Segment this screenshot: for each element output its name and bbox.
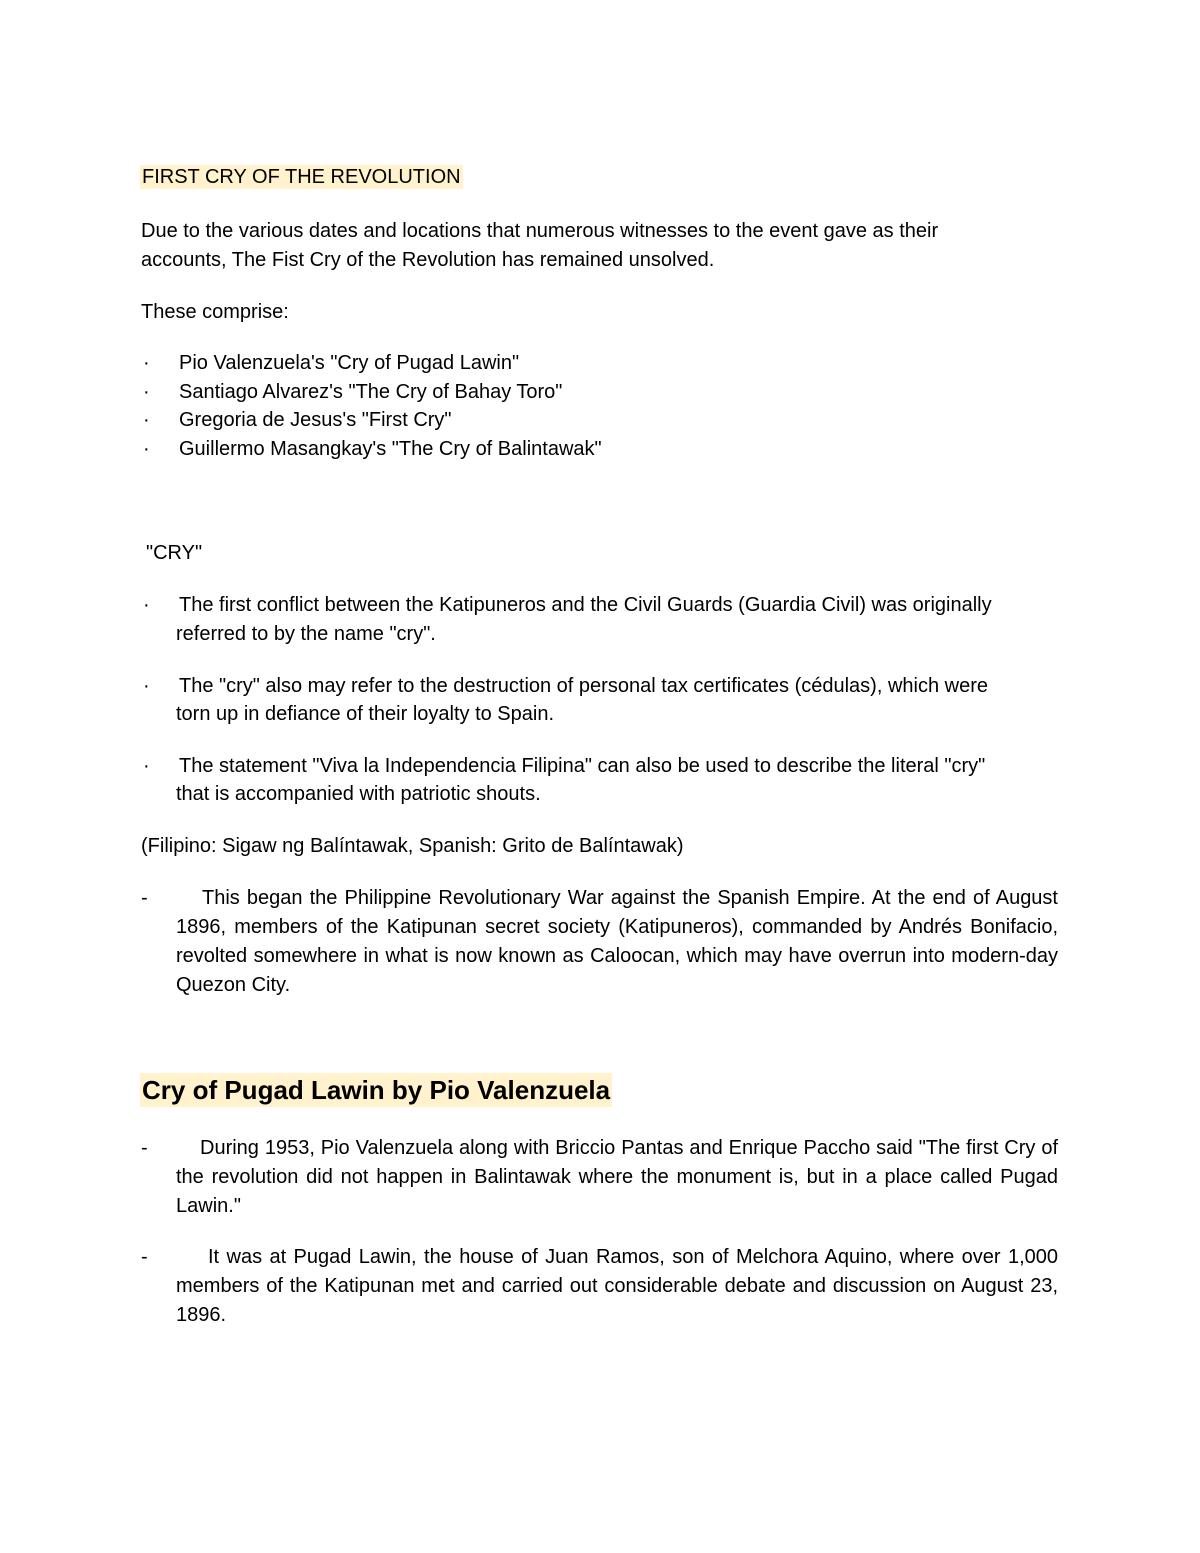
cry-point-line: The first conflict between the Katipuneros and the Civil Guards (Guardia Civil) was originally [179, 594, 992, 616]
dash-marker: - [141, 1246, 148, 1268]
section-paragraph: During 1953, Pio Valenzuela along with Briccio Pantas and Enrique Paccho said "The first Cry of the revolution did not happen in Balintawak where the monument is, but in a place called Pugad Lawin." [176, 1137, 1058, 1217]
war-paragraph: This began the Philippine Revolutionary War against the Spanish Empire. At the end of August 1896, members of the Katipunan secret society (Katipuneros), commanded by Andrés Bonifacio, revolted somewhere in what is now known as Caloocan, which may have overrun into modern-day Quezon City. [176, 887, 1058, 996]
filipino-spanish-names: (Filipino: Sigaw ng Balíntawak, Spanish: Grito de Balíntawak) [141, 835, 684, 857]
cry-point-line: The statement "Viva la Independencia Filipina" can also be used to describe the literal "cry" [179, 755, 986, 777]
list-item: Guillermo Masangkay's "The Cry of Balintawak" [179, 438, 602, 460]
intro-line-1: Due to the various dates and locations that numerous witnesses to the event gave as their [141, 220, 939, 242]
dash-marker: - [141, 1137, 148, 1159]
cry-point-line: that is accompanied with patriotic shouts. [176, 783, 541, 805]
bullet-icon: · [143, 409, 150, 431]
cry-heading: "CRY" [146, 542, 203, 564]
list-item: Gregoria de Jesus's "First Cry" [179, 409, 452, 431]
bullet-icon: · [143, 594, 150, 616]
bullet-icon: · [143, 755, 150, 777]
list-item: Pio Valenzuela's "Cry of Pugad Lawin" [179, 352, 520, 374]
section-heading: Cry of Pugad Lawin by Pio Valenzuela [142, 1075, 611, 1105]
document-title: FIRST CRY OF THE REVOLUTION [142, 166, 461, 188]
intro-line-2: accounts, The Fist Cry of the Revolution has remained unsolved. [141, 249, 715, 271]
list-item: Santiago Alvarez's "The Cry of Bahay Toro" [179, 381, 563, 403]
bullet-icon: · [143, 381, 150, 403]
bullet-icon: · [143, 352, 150, 374]
section-paragraph: It was at Pugad Lawin, the house of Juan Ramos, son of Melchora Aquino, where over 1,000 members of the Katipunan met and carried out considerable debate and discussion on August 23, 1896. [176, 1246, 1058, 1326]
cry-point-line: referred to by the name "cry". [176, 623, 436, 645]
comprise-label: These comprise: [141, 301, 289, 323]
dash-marker: - [141, 887, 148, 909]
cry-point-line: The "cry" also may refer to the destruction of personal tax certificates (cédulas), which were [179, 675, 988, 697]
bullet-icon: · [143, 675, 150, 697]
cry-point-line: torn up in defiance of their loyalty to Spain. [176, 703, 555, 725]
bullet-icon: · [143, 438, 150, 460]
